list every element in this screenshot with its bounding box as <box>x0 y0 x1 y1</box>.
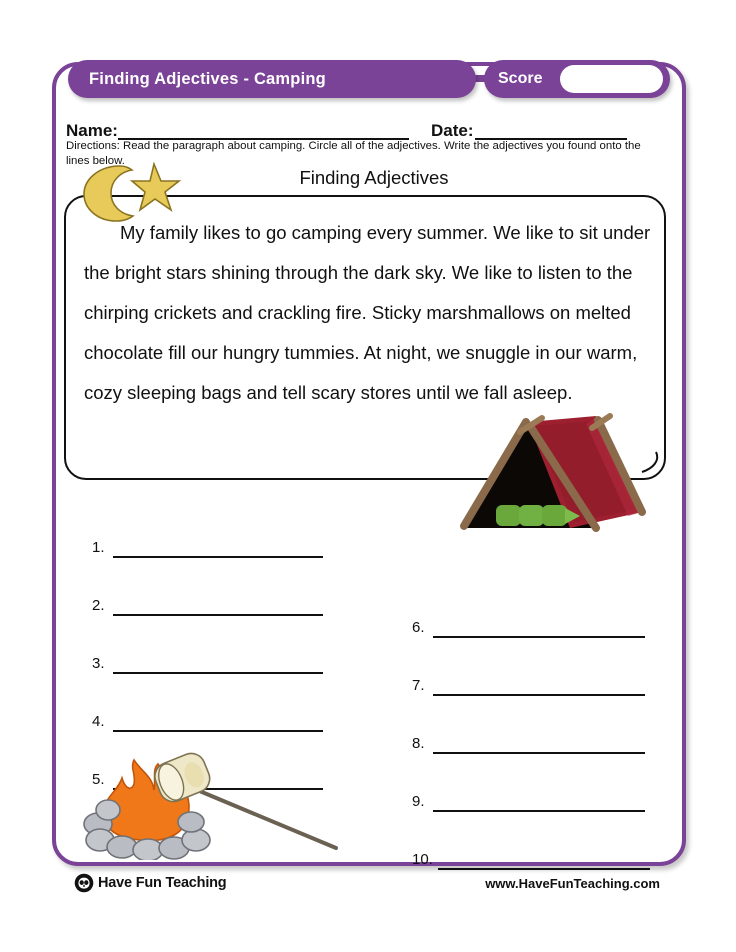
worksheet-heading: Finding Adjectives <box>299 167 449 188</box>
answer-input[interactable] <box>433 696 645 754</box>
date-input[interactable] <box>475 110 627 140</box>
score-pill <box>484 60 670 98</box>
answer-input[interactable] <box>438 812 650 870</box>
answer-number: 8. <box>412 735 425 752</box>
brand-logo <box>74 873 226 893</box>
moon-star-decoration <box>80 162 192 224</box>
name-input[interactable] <box>118 110 409 140</box>
worksheet-title-pill <box>68 60 476 98</box>
tent-illustration <box>446 412 666 534</box>
answer-input[interactable] <box>433 754 645 812</box>
owl-logo-icon <box>74 873 94 893</box>
answer-number: 7. <box>412 677 425 694</box>
answer-row[interactable] <box>412 812 652 870</box>
answer-input[interactable] <box>113 674 323 732</box>
answer-number: 4. <box>92 713 105 730</box>
answer-number: 9. <box>412 793 425 810</box>
star-icon <box>132 164 179 210</box>
answer-number: 1. <box>92 539 105 556</box>
crescent-moon-icon <box>84 166 133 221</box>
answer-row[interactable] <box>412 580 652 638</box>
reading-paragraph: My family likes to go camping every summer. We like to sit under the bright stars shining through the dark sky. We like to listen to the chirping crickets and crackling fire. Sticky marshmallows on melted chocolate fill our hungry tummies. At night, we snuggle in our warm, cozy sleeping bags and tell scary stores until we fall asleep. <box>84 222 651 403</box>
name-date-row <box>66 110 682 140</box>
answer-row[interactable] <box>412 638 652 696</box>
answer-input[interactable] <box>113 500 323 558</box>
score-input[interactable] <box>560 65 663 93</box>
answer-column-right <box>412 580 652 870</box>
campfire-marshmallow-illustration <box>78 748 340 860</box>
answer-input[interactable] <box>433 580 645 638</box>
answer-column-left <box>92 500 332 790</box>
answer-number: 2. <box>92 597 105 614</box>
score-label: Score <box>498 70 543 87</box>
tent-guy-line <box>642 452 657 472</box>
brand-name: Have Fun Teaching <box>98 875 227 891</box>
name-label: Name: <box>66 121 118 140</box>
answer-number: 6. <box>412 619 425 636</box>
answer-number: 3. <box>92 655 105 672</box>
footer <box>52 873 686 901</box>
answer-input[interactable] <box>113 558 323 616</box>
answer-input[interactable] <box>113 616 323 674</box>
answer-row[interactable] <box>92 558 332 616</box>
answer-number: 10. <box>412 851 433 868</box>
directions-text: Directions: Read the paragraph about camping. Circle all of the adjectives. Write the adjectives you found onto the lines below. <box>66 140 641 167</box>
answer-row[interactable] <box>412 696 652 754</box>
page-title: Finding Adjectives - Camping <box>89 69 326 88</box>
answer-number: 5. <box>92 771 105 788</box>
answer-row[interactable] <box>92 500 332 558</box>
date-label: Date: <box>430 121 474 140</box>
site-url[interactable]: www.HaveFunTeaching.com <box>485 876 660 891</box>
answer-input[interactable] <box>433 638 645 696</box>
answer-row[interactable] <box>412 754 652 812</box>
answer-row[interactable] <box>92 616 332 674</box>
answer-row[interactable] <box>92 674 332 732</box>
